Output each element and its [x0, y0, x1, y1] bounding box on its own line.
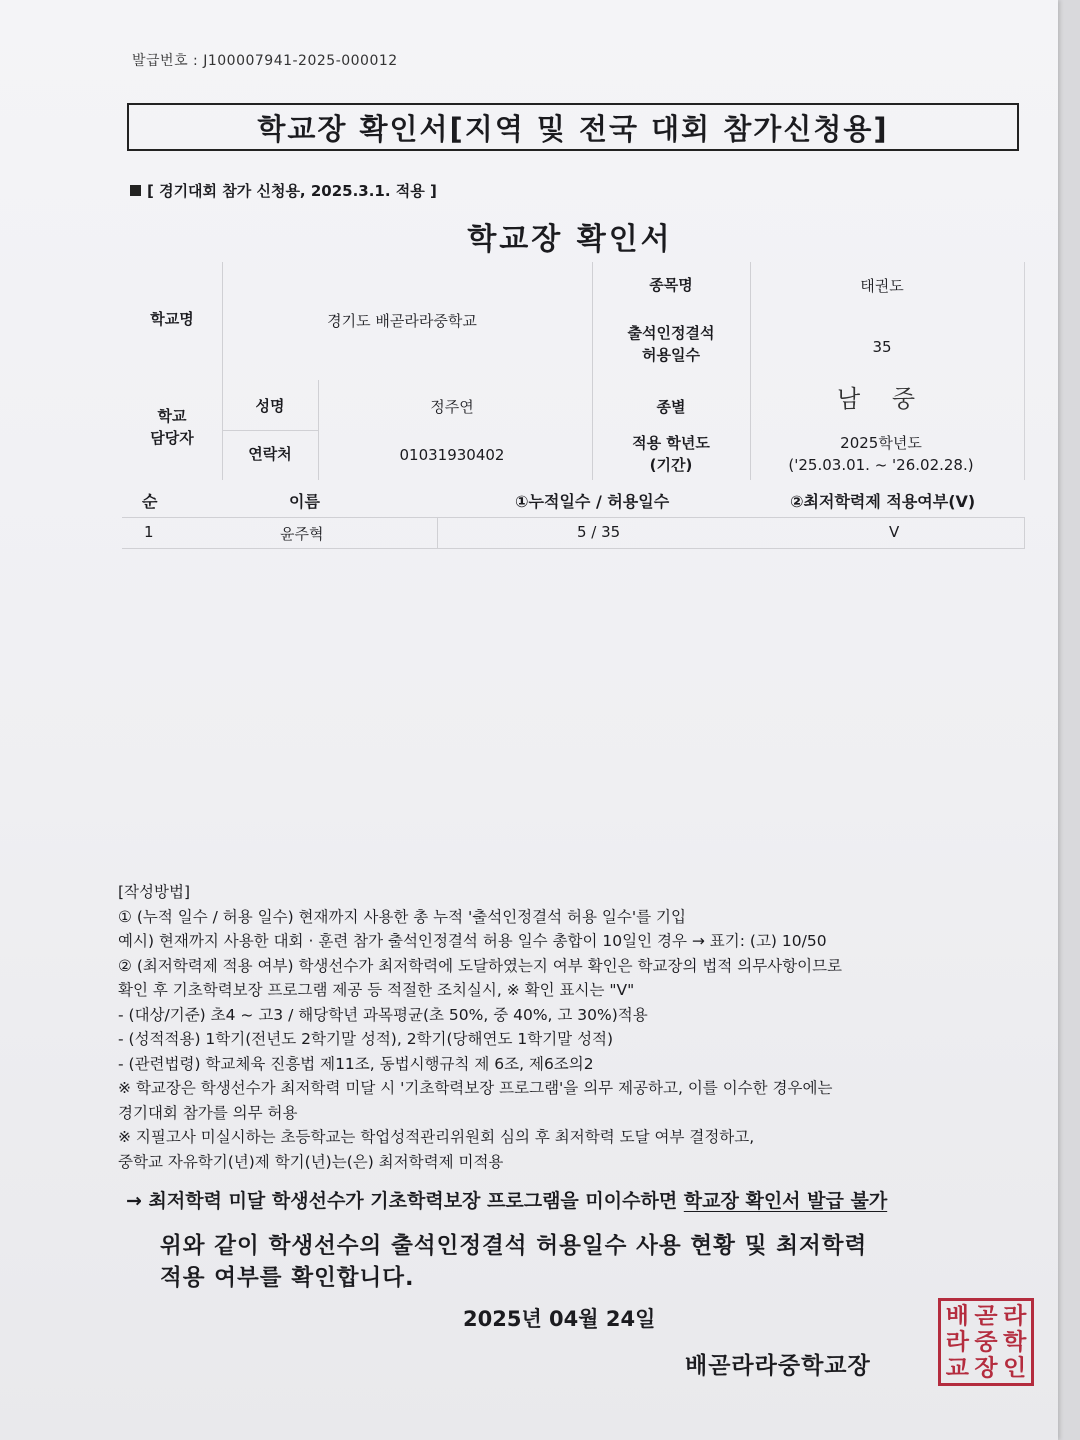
- header-days: ①누적일수 / 허용일수: [515, 492, 670, 511]
- seal-char: 라: [1003, 1302, 1027, 1330]
- name-label: 성명: [255, 397, 285, 415]
- header-applied: ②최저학력제 적용여부(V): [790, 492, 976, 511]
- square-bullet-icon: [130, 185, 141, 196]
- school-year-label-line1: 적용 학년도: [632, 434, 710, 452]
- instruction-line: 확인 후 기초학력보장 프로그램 제공 등 적절한 조치실시, ※ 확인 표시는 "V": [118, 981, 635, 999]
- school-year-label-line2: (기간): [649, 456, 693, 474]
- contact-value: 01031930402: [399, 446, 505, 464]
- school-value: 경기도 배곧라라중학교: [327, 312, 477, 330]
- instruction-line: 경기대회 참가를 의무 허용: [118, 1103, 298, 1122]
- school-year-label: [592, 432, 750, 476]
- event-value: 태권도: [860, 277, 904, 295]
- seal-char: 라: [945, 1328, 969, 1356]
- school-year-value-line1: 2025학년도: [840, 434, 922, 452]
- divider: [437, 518, 438, 548]
- instruction-line: 예시) 현재까지 사용한 대회 · 훈련 참가 출석인정결석 허용 일수 총합이 10일인 경우 → 표기: (고) 10/50: [118, 932, 827, 950]
- instruction-line: ② (최저학력제 적용 여부) 학생선수가 최저학력에 도달하였는지 여부 확인은 학교장의 법적 의무사항이므로: [118, 956, 843, 975]
- school-year-value: [750, 432, 1012, 476]
- name-value: 정주연: [430, 398, 474, 416]
- header-name: 이름: [289, 492, 320, 511]
- principal-name: 배곧라라중학교장: [685, 1353, 871, 1379]
- event-label: 종목명: [649, 276, 693, 294]
- instruction-line: ※ 지필고사 미실시하는 초등학교는 학업성적관리위원회 심의 후 최저학력 도달 여부 결정하고,: [118, 1128, 755, 1146]
- issuance-warning-underlined: 학교장 확인서 발급 불가: [683, 1190, 888, 1212]
- confirmation-statement: [160, 1230, 867, 1294]
- issue-date: 2025년 04월 24일: [463, 1307, 656, 1331]
- gender-label: 종별: [656, 398, 686, 416]
- document-title-box: 학교장 확인서[지역 및 전국 대회 참가신청용]: [127, 103, 1019, 151]
- seal-char: 배: [945, 1302, 969, 1330]
- issue-number: 발급번호 : J100007941-2025-000012: [132, 53, 398, 69]
- divider: [318, 380, 319, 480]
- student-row: [122, 517, 1025, 549]
- seal-char: 곧: [974, 1302, 998, 1330]
- seal-char: 인: [1003, 1354, 1027, 1382]
- allowance-label: [592, 322, 750, 366]
- gender-value-handwritten: 남 중: [837, 385, 927, 413]
- instruction-line: [작성방법]: [118, 883, 190, 901]
- application-note: [130, 180, 437, 201]
- writing-instructions: [118, 880, 1038, 1174]
- divider: [222, 430, 318, 431]
- confirmation-title: 학교장 확인서: [467, 222, 673, 257]
- row-name: 윤주혁: [280, 525, 324, 543]
- info-table: [122, 262, 1025, 480]
- instruction-line: ※ 학교장은 학생선수가 최저학력 미달 시 '기초학력보장 프로그램'을 의무 제공하고, 이를 이수한 경우에는: [118, 1079, 833, 1097]
- instruction-line: - (관련법령) 학교체육 진흥법 제11조, 동법시행규칙 제 6조, 제6조의2: [118, 1054, 594, 1073]
- school-label: 학교명: [150, 310, 194, 328]
- header-no: 순: [142, 492, 158, 511]
- manager-label: [122, 405, 222, 449]
- contact-label: 연락처: [248, 445, 292, 463]
- row-no: 1: [144, 523, 154, 541]
- row-applied: V: [889, 523, 900, 541]
- allowance-value: 35: [872, 338, 892, 356]
- manager-label-line1: 학교: [157, 407, 187, 425]
- instruction-line: 중학교 자유학기(년)제 학기(년)는(은) 최저학력제 미적용: [118, 1152, 504, 1171]
- confirmation-line2: 적용 여부를 확인합니다.: [160, 1265, 415, 1291]
- official-seal-stamp: [938, 1298, 1034, 1386]
- seal-char: 교: [945, 1354, 969, 1382]
- seal-char: 장: [974, 1354, 998, 1382]
- instruction-line: ① (누적 일수 / 허용 일수) 현재까지 사용한 총 누적 '출석인정결석 허용 일수'를 기입: [118, 907, 686, 926]
- issuance-warning-text: → 최저학력 미달 학생선수가 기초학력보장 프로그램을 미이수하면: [126, 1190, 684, 1212]
- application-note-text: [ 경기대회 참가 신청용, 2025.3.1. 적용 ]: [147, 182, 437, 200]
- student-list-header: [122, 484, 1024, 516]
- seal-char: 중: [974, 1328, 998, 1356]
- instruction-line: - (성적적용) 1학기(전년도 2학기말 성적), 2학기(당해연도 1학기말 성적): [118, 1030, 614, 1048]
- school-year-value-line2: ('25.03.01. ~ '26.02.28.): [788, 456, 974, 474]
- confirmation-line1: 위와 같이 학생선수의 출석인정결석 허용일수 사용 현황 및 최저학력: [160, 1233, 868, 1259]
- allowance-label-line1: 출석인정결석: [627, 324, 715, 342]
- manager-label-line2: 담당자: [150, 429, 194, 447]
- seal-char: 학: [1003, 1328, 1027, 1356]
- allowance-label-line2: 허용일수: [642, 346, 700, 364]
- instruction-line: - (대상/기준) 초4 ~ 고3 / 해당학년 과목평균(초 50%, 중 40%, 고 30%)적용: [118, 1005, 648, 1024]
- row-days: 5 / 35: [577, 523, 621, 541]
- issuance-warning: [126, 1186, 887, 1213]
